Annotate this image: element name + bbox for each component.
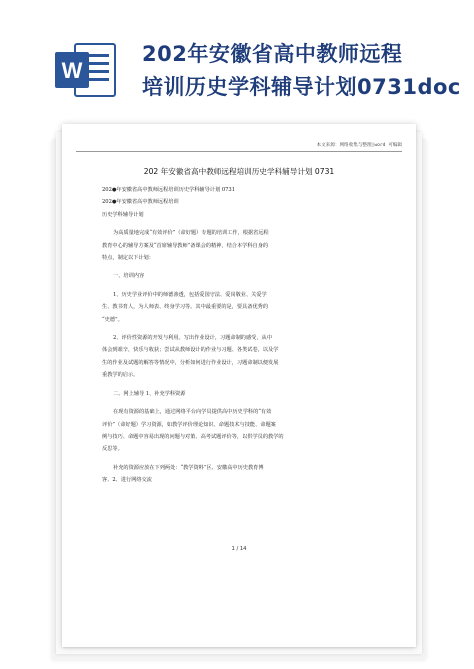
section-heading: 一、培训内容 [113, 273, 145, 280]
body-line: 特点，制定以下计划： [102, 255, 154, 262]
body-line: 客、2、进行网络交流 [102, 477, 152, 484]
page-number: 1 / 14 [231, 546, 247, 552]
body-line: 重教学的启示。 [102, 372, 139, 379]
word-icon [55, 40, 117, 100]
body-line: 生、教书育人，为人师表、终身学习等。其中最重要的是，要具备优秀的 [102, 304, 269, 311]
body-line: 1、历史学业评价中的师德渗透，包括爱国守法、爱岗敬业、关爱学 [113, 291, 267, 298]
title-line-2: 培训历史学科辅导计划0731doc [142, 75, 461, 99]
body-line: 为高质量地完成“有效评价”（命好题）专题的培训工作，根据省远程 [113, 230, 269, 237]
body-line: 202●年安徽省高中教师远程培训 [102, 199, 179, 206]
body-line: 教育中心的辅导方案及“首席辅导教师”备课会的精神，结合本学科自身的 [102, 242, 269, 249]
section-heading: 二、网上辅导 1、补充学科资源 [113, 390, 186, 397]
body-line: 评价”（命好题）学习资源，如教学评价理论知识、命题技术与技能、命题案 [102, 421, 276, 428]
document-page [62, 124, 416, 647]
source-note: 本文来源：网络收集与整理|word 可编辑 [316, 143, 402, 148]
header-rule [76, 151, 402, 152]
body-line: 历史学科辅导计划 [102, 211, 144, 218]
body-line: 在现有资源的基础上，通过网络平台向学员提供高中历史学科的“有效 [113, 409, 272, 416]
document-body [102, 184, 388, 487]
page-heading: 202 年安徽省高中教师远程培训历史学科辅导计划 0731 [143, 167, 335, 176]
document-header [0, 0, 474, 120]
body-line: 例与技巧、命题中容易出现的问题与对策、高考试题评价等，以供学员的教学的 [102, 433, 284, 440]
body-line: 体会到艰辛，快乐与收获；尝试从教师设计的作业与习题、各类试卷，以及学 [102, 347, 279, 354]
title-line-1: 202年安徽省高中教师远程 [142, 42, 403, 66]
body-line: 补充的资源应放在下列两处：“教学资料”区、安徽高中历史教育博 [113, 464, 264, 471]
body-line: 反思等。 [102, 446, 123, 453]
body-line: “史德”。 [102, 316, 123, 323]
svg-text:W: W [61, 58, 83, 83]
body-line: 2、评价性资源的开发与利用。写出作业设计，习题命制的感受，从中 [113, 335, 272, 342]
document-title [142, 38, 467, 104]
body-line: 生的作业及试题的解答等情况中，分析如何进行作业设计，习题命制以便发展 [102, 359, 279, 366]
body-line: 202●年安徽省高中教师远程培训历史学科辅导计划 0731 [102, 187, 236, 193]
